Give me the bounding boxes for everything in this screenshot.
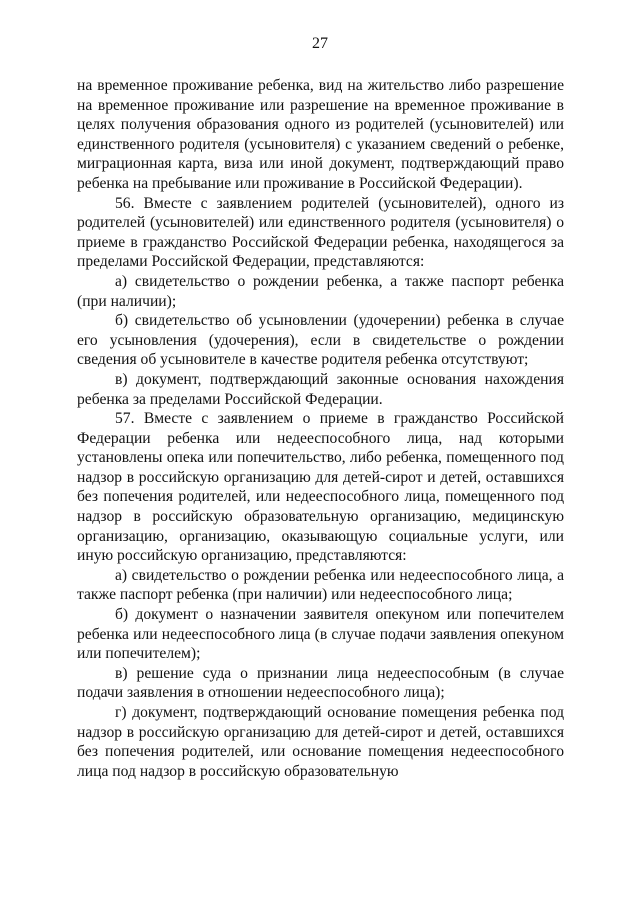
document-body bbox=[77, 76, 564, 781]
paragraph-item-57-v: в) решение суда о признании лица недееспособным (в случае подачи заявления в отношении недееспособного лица); bbox=[77, 664, 564, 702]
paragraph-item-57-b: б) документ о назначении заявителя опекуном или попечителем ребенка или недееспособного лица (в случае подачи заявления опекуном или попечителем); bbox=[77, 606, 564, 663]
paragraph-item-56: 56. Вместе с заявлением родителей (усыновителей), одного из родителей (усыновителей) или единственного родителя (усыновителя) о приеме в гражданство Российской Федерации ребенка, находящегося за пределами Российской Федерации, представляются: bbox=[77, 194, 564, 271]
paragraph-item-56-a: а) свидетельство о рождении ребенка, а также паспорт ребенка (при наличии); bbox=[77, 272, 564, 310]
paragraph-item-57-a: а) свидетельство о рождении ребенка или недееспособного лица, а также паспорт ребенка (при наличии) или недееспособного лица; bbox=[77, 566, 564, 604]
paragraph-item-56-b: б) свидетельство об усыновлении (удочерении) ребенка в случае его усыновления (удочерения), если в свидетельстве о рождении сведения об усыновителе в качестве родителя ребенка отсутствуют; bbox=[77, 312, 564, 369]
page-number: 27 bbox=[312, 35, 328, 52]
paragraph-item-57-g: г) документ, подтверждающий основание помещения ребенка под надзор в российскую организацию для детей-сирот и детей, оставшихся без попечения родителей, или основание помещения недееспособного лица под надзор в российскую образовательную bbox=[77, 704, 564, 780]
paragraph-item-57: 57. Вместе с заявлением о приеме в гражданство Российской Федерации ребенка или недееспособного лица, над которыми установлены опека или попечительство, либо ребенка, помещенного под надзор в российскую организацию для детей-сирот и детей, оставшихся без попечения родителей, или недееспособного лица, помещенного под надзор в российскую образовательную организацию, медицинскую организацию, организацию, оказывающую социальные услуги, или иную российскую организацию, представляются: bbox=[77, 410, 564, 565]
paragraph-item-56-v: в) документ, подтверждающий законные основания нахождения ребенка за пределами Российской Федерации. bbox=[77, 370, 564, 408]
paragraph-continuation: на временное проживание ребенка, вид на жительство либо разрешение на временное проживание или разрешение на временное проживание в целях получения образования одного из родителей (усыновителей) или единственного родителя (усыновителя) с указанием сведений о ребенке, миграционная карта, виза или иной документ, подтверждающий право ребенка на пребывание или проживание в Российской Федерации). bbox=[77, 77, 564, 192]
